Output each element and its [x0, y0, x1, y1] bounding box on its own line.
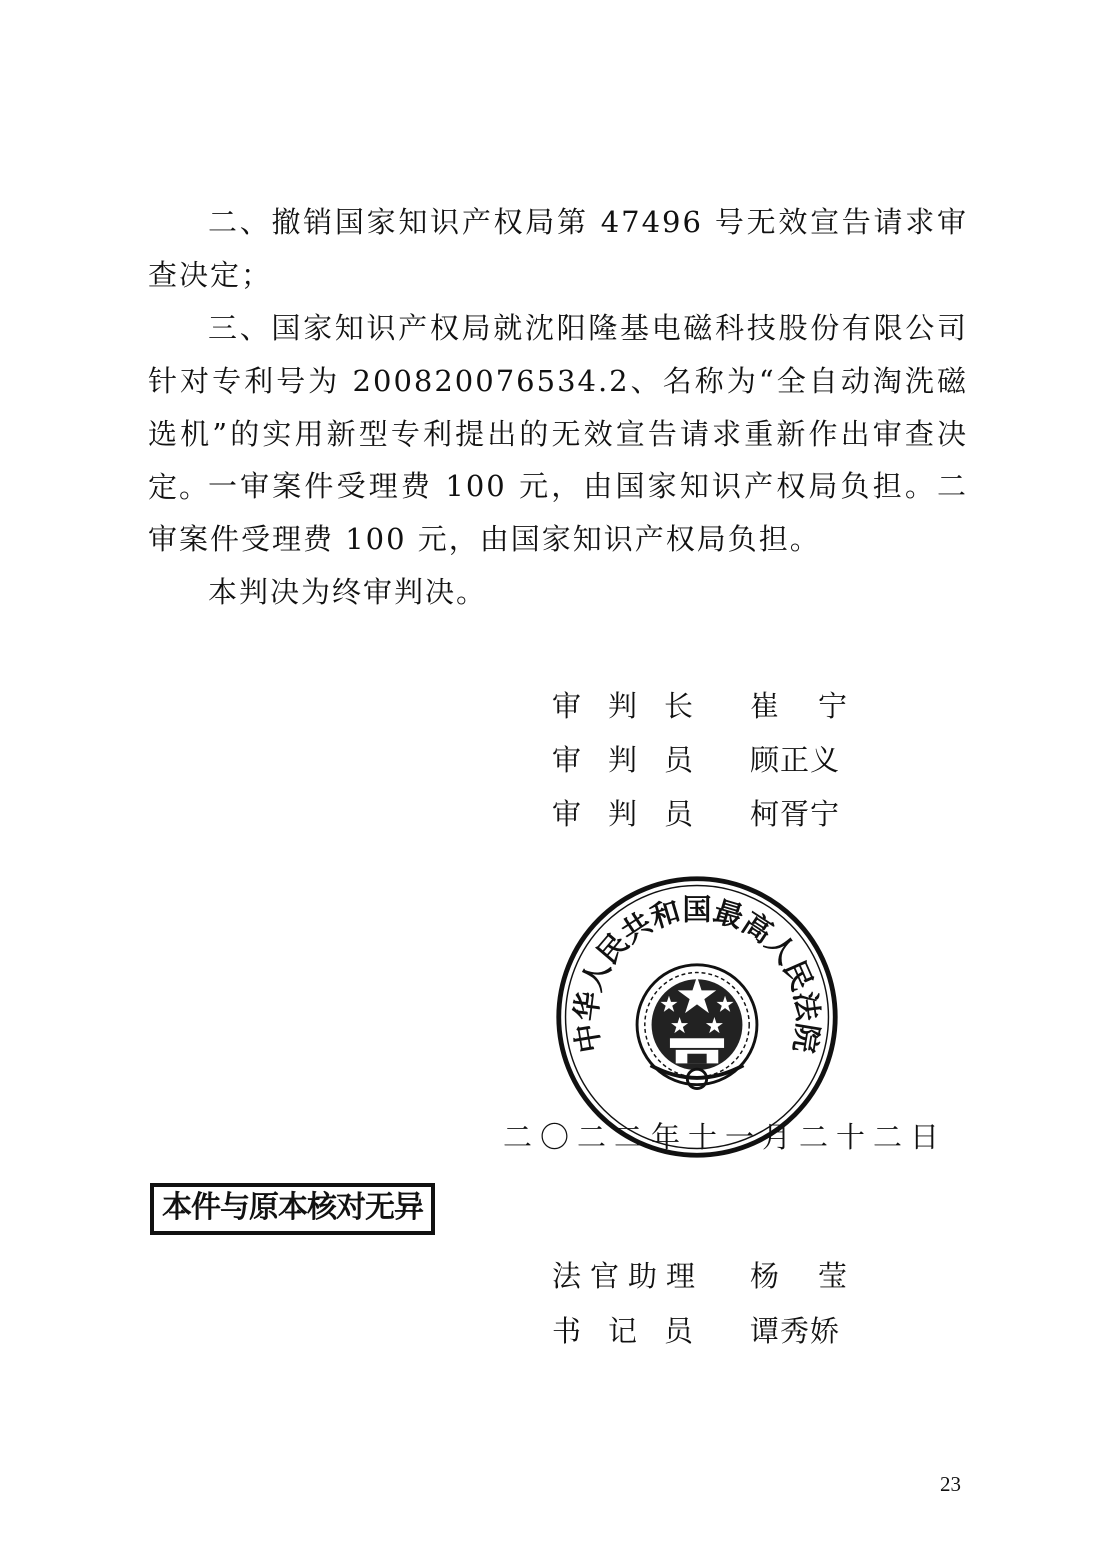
- signature-judge-1: [552, 740, 840, 780]
- signature-chief-judge: [552, 686, 886, 726]
- signature-title: 法官助理: [552, 1259, 705, 1293]
- signature-title: 审判员: [552, 743, 721, 777]
- signature-judge-2: [552, 794, 840, 834]
- signature-name: 谭秀娇: [750, 1314, 841, 1348]
- signature-name: 崔宁: [750, 689, 887, 723]
- verification-stamp: 本件与原本核对无异: [150, 1183, 435, 1235]
- paragraph-final-judgment: 本判决为终审判决。: [208, 575, 488, 609]
- page-number: 23: [940, 1472, 961, 1496]
- signature-name: 柯胥宁: [750, 797, 841, 831]
- paragraph-case-fees: 一审案件受理费 100 元，由国家知识产权局负担。二审案件受理费 100 元，由国家知识产权局负担。: [148, 469, 968, 556]
- national-emblem-icon: [637, 965, 757, 1089]
- signature-title: 审判员: [552, 797, 721, 831]
- signature-title: 审判长: [552, 689, 721, 723]
- signature-name: 顾正义: [750, 743, 841, 777]
- signature-assistant: [552, 1256, 886, 1296]
- signature-title: 书记员: [552, 1314, 721, 1348]
- judgment-date: 二〇二二年十一月二十二日: [503, 1120, 948, 1154]
- seal-text: 中华人民共和国最高人民法院: [568, 892, 826, 1056]
- paragraph-revoke-decision: 二、撤销国家知识产权局第 47496 号无效宣告请求审查决定；: [148, 205, 968, 292]
- signature-clerk: [552, 1311, 840, 1351]
- signature-name: 杨莹: [750, 1259, 887, 1293]
- paragraph-re-examination-order: 三、国家知识产权局就沈阳隆基电磁科技股份有限公司针对专利号为 200820076534.2、名称为“全自动淘洗磁选机”的实用新型专利提出的无效宣告请求重新作出审查决定。: [148, 311, 968, 504]
